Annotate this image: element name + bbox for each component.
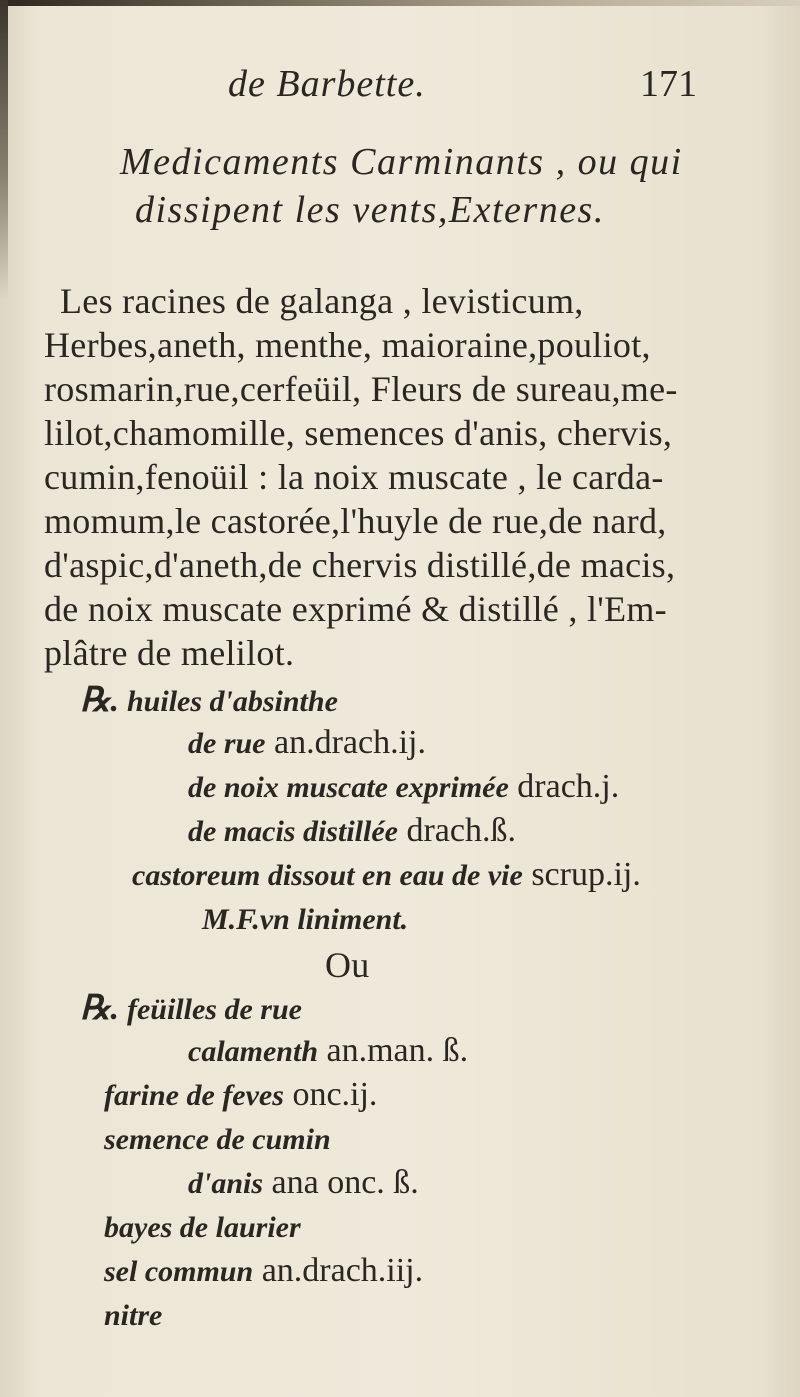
recipe-line (104, 1296, 162, 1334)
ingredient-name: farine de feves (104, 1079, 284, 1112)
recipe-line (132, 856, 641, 894)
instruction: M.F.vn liniment. (202, 903, 409, 936)
ingredient-name: semence de cumin (104, 1123, 331, 1156)
recipe-line (80, 680, 338, 720)
recipe-line (202, 900, 408, 938)
recipe-symbol: ℞. (80, 682, 119, 719)
ingredient-name: bayes de laurier (104, 1211, 301, 1244)
ingredient-dose: ana onc. ß. (271, 1164, 419, 1201)
recipe-line (104, 1208, 301, 1246)
page-top-edge (0, 0, 800, 6)
paragraph-line: Les racines de galanga , levisticum, (60, 281, 584, 321)
ingredient-name: d'anis (188, 1167, 264, 1200)
recipe-line (188, 1032, 468, 1070)
ingredient-name: de macis distillée (188, 815, 398, 848)
paragraph-line: Herbes,aneth, menthe, maioraine,pouliot, (44, 325, 651, 365)
ingredient-dose: an.man. ß. (326, 1032, 469, 1069)
recipe-line (188, 724, 426, 762)
ingredient-dose: drach.j. (517, 768, 620, 805)
recipe-line (104, 1120, 331, 1158)
paragraph-line: cumin,fenoüil : la noix muscate , le carda- (44, 457, 664, 497)
section-title-line-2: dissipent les vents,Externes. (135, 189, 605, 231)
section-title-line-1: Medicaments Carminants , ou qui (120, 141, 683, 183)
recipe-line (188, 812, 516, 850)
ingredient-name: calamenth (188, 1035, 319, 1068)
paragraph-line: rosmarin,rue,cerfeüil, Fleurs de sureau,me- (44, 369, 678, 409)
ingredient-dose: scrup.ij. (531, 856, 641, 893)
recipe-line (188, 768, 619, 806)
ingredient-name: de noix muscate exprimée (188, 771, 509, 804)
recipe-line (104, 1252, 423, 1290)
ingredient-name: feüilles de rue (126, 993, 302, 1026)
recipe-line (104, 1076, 377, 1114)
paragraph-line: plâtre de melilot. (44, 633, 295, 673)
recipe-line (80, 988, 302, 1028)
ingredient-dose: an.drach.ij. (274, 724, 426, 761)
ingredient-name: castoreum dissout en eau de vie (132, 859, 523, 892)
ingredient-name: sel commun (104, 1255, 254, 1288)
ingredient-name: nitre (104, 1299, 163, 1332)
ingredient-name: de rue (188, 727, 266, 760)
recipe-symbol: ℞. (80, 990, 119, 1027)
ingredient-dose: drach.ß. (406, 812, 516, 849)
running-head: de Barbette. (228, 63, 426, 105)
paragraph-line: lilot,chamomille, semences d'anis, chervis, (44, 413, 673, 453)
paragraph-line: momum,le castorée,l'huyle de rue,de nard, (44, 501, 667, 541)
recipe-line (188, 1164, 419, 1202)
page-left-edge (0, 0, 8, 300)
ingredient-dose: onc.ij. (292, 1076, 378, 1113)
ingredient-name: huiles d'absinthe (126, 685, 338, 718)
page-number: 171 (640, 63, 697, 105)
ingredient-dose: an.drach.iij. (261, 1252, 424, 1289)
paragraph-line: d'aspic,d'aneth,de chervis distillé,de macis, (44, 545, 676, 585)
separator-ou: Ou (325, 945, 370, 985)
paragraph-line: de noix muscate exprimé & distillé , l'Em- (44, 589, 667, 629)
